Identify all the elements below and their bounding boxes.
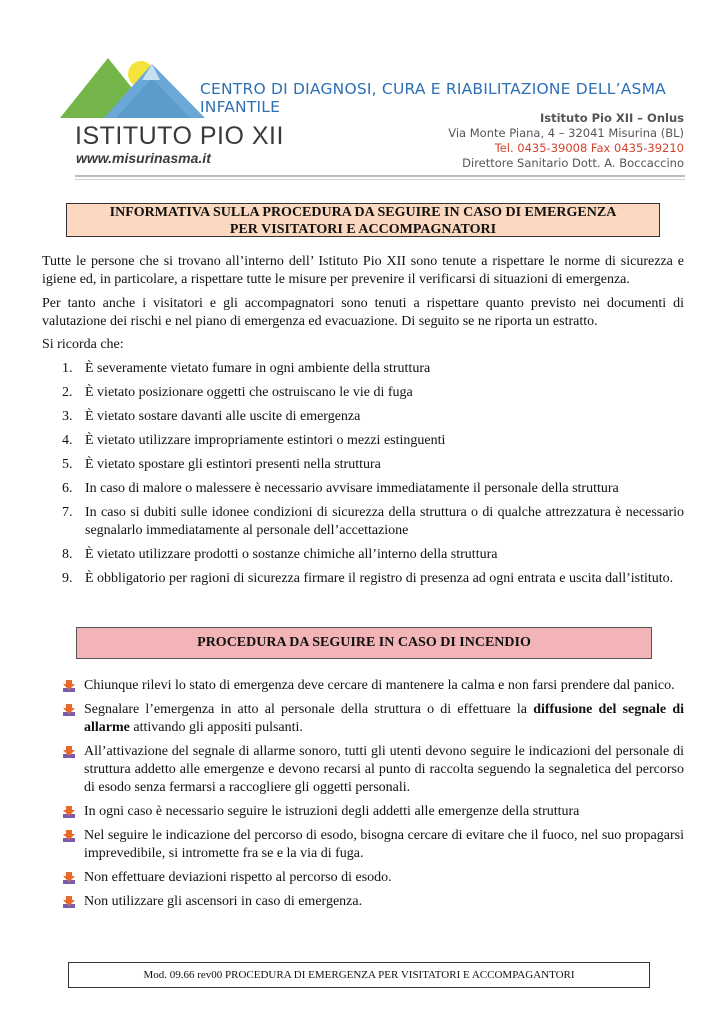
section-title-line: PER VISITATORI E ACCOMPAGNATORI bbox=[229, 222, 497, 237]
arrow-down-bullet-icon bbox=[62, 829, 76, 843]
website-url[interactable]: www.misurinasma.it bbox=[76, 150, 211, 166]
intro-paragraph: Per tanto anche i visitatori e gli accompagnatori sono tenuti a rispettare quanto previsto nei documenti di valutazione dei rischi e nel piano di emergenza ed evacuazione. Di seguito se ne riporta un estratto. bbox=[42, 296, 684, 329]
list-item: 4. È vietato utilizzare impropriamente estintori o mezzi estinguenti bbox=[62, 433, 446, 448]
list-item: Non effettuare deviazioni rispetto al percorso di esodo. bbox=[62, 869, 684, 887]
arrow-down-bullet-icon bbox=[62, 745, 76, 759]
arrow-down-bullet-icon bbox=[62, 805, 76, 819]
intro-paragraph: Si ricorda che: bbox=[42, 337, 124, 352]
list-item: In ogni caso è necessario seguire le istruzioni degli addetti alle emergenze della struttura bbox=[62, 803, 684, 821]
logo-name: ISTITUTO PIO XII bbox=[75, 122, 284, 150]
list-item: Segnalare l’emergenza in atto al personale della struttura o di effettuare la diffusione del segnale di allarme attivando gli appositi pulsanti. bbox=[62, 701, 684, 737]
arrow-down-bullet-icon bbox=[62, 895, 76, 909]
list-item: 9. È obbligatorio per ragioni di sicurezza firmare il registro di presenza ad ogni entrata e uscita dall’istituto. bbox=[62, 571, 674, 586]
arrow-down-bullet-icon bbox=[62, 871, 76, 885]
list-item: Non utilizzare gli ascensori in caso di emergenza. bbox=[62, 893, 684, 911]
director-line: Direttore Sanitario Dott. A. Boccaccino bbox=[462, 156, 684, 170]
section-title-line: INFORMATIVA SULLA PROCEDURA DA SEGUIRE IN CASO DI EMERGENZA bbox=[109, 205, 617, 220]
center-title: CENTRO DI DIAGNOSI, CURA E RIABILITAZIONE DELL’ASMA INFANTILE bbox=[200, 80, 666, 116]
fire-procedure-list bbox=[62, 677, 684, 911]
list-item: 5. È vietato spostare gli estintori presenti nella struttura bbox=[62, 457, 381, 472]
phone-line: Tel. 0435-39008 Fax 0435-39210 bbox=[494, 141, 684, 155]
list-item: 6. In caso di malore o malessere è necessario avvisare immediatamente il personale della struttura bbox=[62, 481, 619, 496]
section-title-box bbox=[76, 627, 652, 659]
list-item: 8. È vietato utilizzare prodotti o sostanze chimiche all’interno della struttura bbox=[62, 547, 498, 562]
section-title: PROCEDURA DA SEGUIRE IN CASO DI INCENDIO bbox=[197, 635, 531, 650]
address-line: Via Monte Piana, 4 – 32041 Misurina (BL) bbox=[448, 126, 684, 140]
institute-logo-icon bbox=[60, 40, 210, 130]
list-item: 1. È severamente vietato fumare in ogni ambiente della struttura bbox=[62, 361, 431, 376]
footer-text: Mod. 09.66 rev00 PROCEDURA DI EMERGENZA PER VISITATORI E ACCOMPAGANTORI bbox=[143, 969, 575, 981]
arrow-down-bullet-icon bbox=[62, 679, 76, 693]
list-item: 7. In caso si dubiti sulle idonee condizioni di sicurezza della struttura o di qualche attrezzatura è necessario segnalarlo immediatamente al personale dell’accettazione bbox=[62, 505, 684, 538]
list-item: 2. È vietato posizionare oggetti che ostruiscano le vie di fuga bbox=[62, 385, 413, 400]
list-item: 3. È vietato sostare davanti alle uscite di emergenza bbox=[62, 409, 361, 424]
intro-paragraph: Tutte le persone che si trovano all’interno dell’ Istituto Pio XII sono tenute a rispettare le norme di sicurezza e igiene ed, in particolare, a rispettare tutte le misure per prevenire il verificarsi di situazioni di emergenza. bbox=[42, 254, 684, 287]
header-divider bbox=[75, 179, 685, 180]
list-item: All’attivazione del segnale di allarme sonoro, tutti gli utenti devono seguire le indicazioni del personale di struttura addetto alle emergenze e devono recarsi al punto di raccolta seguendo la segnaletica del percorso di esodo senza fermarsi a raccogliere gli oggetti personali. bbox=[62, 743, 684, 797]
list-item: Nel seguire le indicazione del percorso di esodo, bisogna cercare di evitare che il fuoco, nel suo propagarsi imprevedibile, si intromette fra se e la via di fuga. bbox=[62, 827, 684, 863]
section-title-box bbox=[66, 203, 660, 237]
address-line: Istituto Pio XII – Onlus bbox=[539, 111, 684, 125]
list-item: Chiunque rilevi lo stato di emergenza deve cercare di mantenere la calma e non farsi prendere dal panico. bbox=[62, 677, 684, 695]
arrow-down-bullet-icon bbox=[62, 703, 76, 717]
document-footer bbox=[68, 962, 650, 988]
letterhead bbox=[0, 0, 724, 190]
header-divider bbox=[75, 175, 685, 177]
rules-list bbox=[42, 360, 684, 588]
